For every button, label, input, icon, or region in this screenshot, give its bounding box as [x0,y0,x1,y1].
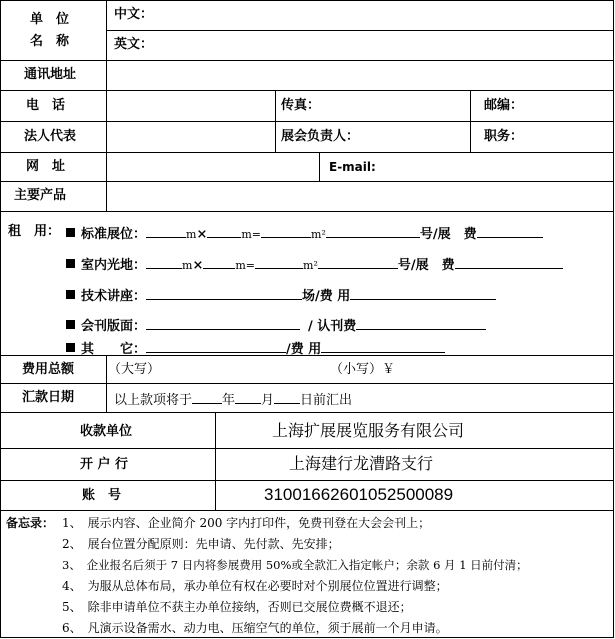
other-item-field[interactable] [146,339,286,353]
border-top [0,0,614,1]
notes-label: 备忘录： [6,516,55,530]
email-label: E-mail: [329,160,376,174]
standard-booth-row: 标准展位： m× m= m² 号/展 费 [66,224,543,243]
address-input[interactable] [108,62,610,88]
uppercase-amount-input[interactable] [170,357,320,381]
account-label: 账 号 [82,488,122,503]
note-item: 4、 为服从总体布局，承办单位有权在必要时对个别展位位置进行调整； [62,579,448,593]
note-item: 6、 凡演示设备需水、动力电、压缩空气的单位，须于展前一个月申请。 [62,621,448,635]
postcode-divider [470,90,471,152]
square-bullet-icon [66,320,75,329]
note-item: 1、 展示内容、企业简介 200 字内打印件，免费刊登在大会会刊上； [62,516,431,530]
lecture-row [66,286,496,305]
label-col-divider-fees [106,355,107,412]
standard-booth-label: 标准展位： [81,227,147,242]
english-name-input[interactable] [160,32,610,58]
phone-input[interactable] [108,92,273,119]
website-input[interactable] [108,154,317,179]
line-cn-en [106,30,614,31]
legal-rep-input[interactable] [108,123,273,150]
legal-rep-label: 法人代表 [24,129,77,144]
standard-width-field[interactable] [207,224,241,238]
payee-name: 上海扩展展览服务有限公司 [272,421,465,440]
email-divider [319,152,320,181]
other-label: 其 它： [81,342,147,357]
payee-label: 收款单位 [80,424,133,439]
company-name-label-2: 名 称 [30,34,70,49]
label-col-divider-top [106,0,107,211]
other-fee-field[interactable] [321,339,445,353]
account-number: 31001662601052500089 [264,485,454,504]
postcode-input[interactable] [530,92,610,119]
line-name-end [0,60,614,61]
journal-fee-field[interactable] [356,316,486,330]
rental-label: 租 用： [8,224,61,239]
line-account-end [0,510,614,511]
journal-label: 会刊版面： [81,319,147,334]
total-fee-label: 费用总额 [22,362,75,377]
line-total-end [0,383,614,384]
lecture-fee-field[interactable] [350,286,496,300]
line-payee-end [0,448,614,449]
contact-label: 展会负责人： [281,129,360,144]
lecture-label: 技术讲座： [81,289,147,304]
lecture-title-field[interactable] [146,286,302,300]
website-label: 网 址 [26,159,66,174]
chinese-name-input[interactable] [160,2,610,28]
english-name-label: 英文： [114,37,154,52]
remit-year-field[interactable] [192,390,222,404]
standard-fee-label: 号/展 费 [419,227,477,242]
phone-label: 电 话 [26,98,66,113]
indoor-width-field[interactable] [203,255,235,269]
indoor-area-field[interactable] [255,255,303,269]
fax-input[interactable] [330,92,468,119]
address-label: 通讯地址 [24,67,77,82]
note-item: 3、 企业报名后须于 7 日内将参展费用 50%或全款汇入指定帐户；余款 6 月 1 日前付清； [62,558,528,572]
lowercase-amount-input[interactable] [400,357,610,381]
other-fee-label: /费 用 [286,342,322,357]
lowercase-amount-label: （小写）￥ [330,362,396,377]
remit-date-label: 汇款日期 [22,390,75,405]
line-bank-end [0,480,614,481]
position-label: 职务： [484,129,524,144]
border-left [0,0,1,638]
company-name-label-1: 单 位 [30,12,70,27]
bank-label: 开 户 行 [80,457,129,472]
indoor-fee-label: 号/展 费 [397,258,455,273]
remit-month-field[interactable] [235,390,261,404]
line-address-end [0,90,614,91]
note-item: 5、 除非申请单位不获主办单位接纳，否则已交展位费概不退还； [62,600,412,614]
journal-fee-label: / 认刊费 [308,319,357,334]
indoor-fee-field[interactable] [455,255,563,269]
line-legal-end [0,152,614,153]
square-bullet-icon [66,290,75,299]
products-input[interactable] [108,183,610,209]
square-bullet-icon [66,259,75,268]
fax-divider [275,90,276,152]
indoor-number-field[interactable] [318,255,398,269]
line-products-end [0,211,614,212]
remit-date-row: 以上款项将于 年 月 日前汇出 [114,390,352,409]
square-bullet-icon [66,228,75,237]
bank-col-divider [215,412,216,510]
email-input[interactable] [380,154,610,179]
standard-area-field[interactable] [261,224,311,238]
chinese-name-label: 中文： [114,7,154,22]
standard-fee-field[interactable] [477,224,543,238]
line-remit-end [0,412,614,413]
border-right [613,0,614,638]
indoor-space-label: 室内光地： [81,258,147,273]
line-phone-end [0,121,614,122]
lecture-fee-label: 场/费 用 [302,289,351,304]
journal-row [66,316,486,335]
uppercase-amount-label: （大写） [108,362,161,377]
indoor-space-row: 室内光地： m× m= m² 号/展 费 [66,255,563,274]
standard-booth-number-field[interactable] [326,224,420,238]
indoor-length-field[interactable] [146,255,182,269]
line-website-end [0,181,614,182]
postcode-label: 邮编： [484,98,524,113]
other-row [66,339,445,358]
products-label: 主要产品 [14,188,67,203]
square-bullet-icon [66,343,75,352]
fax-label: 传真： [281,98,321,113]
contact-input[interactable] [372,123,468,150]
position-input[interactable] [530,123,610,150]
remit-day-field[interactable] [274,390,300,404]
border-bottom [0,637,614,638]
standard-length-field[interactable] [146,224,186,238]
note-item: 2、 展台位置分配原则：先申请、先付款、先安排； [62,537,340,551]
bank-name: 上海建行龙漕路支行 [289,454,434,473]
journal-page-field[interactable] [146,316,300,330]
